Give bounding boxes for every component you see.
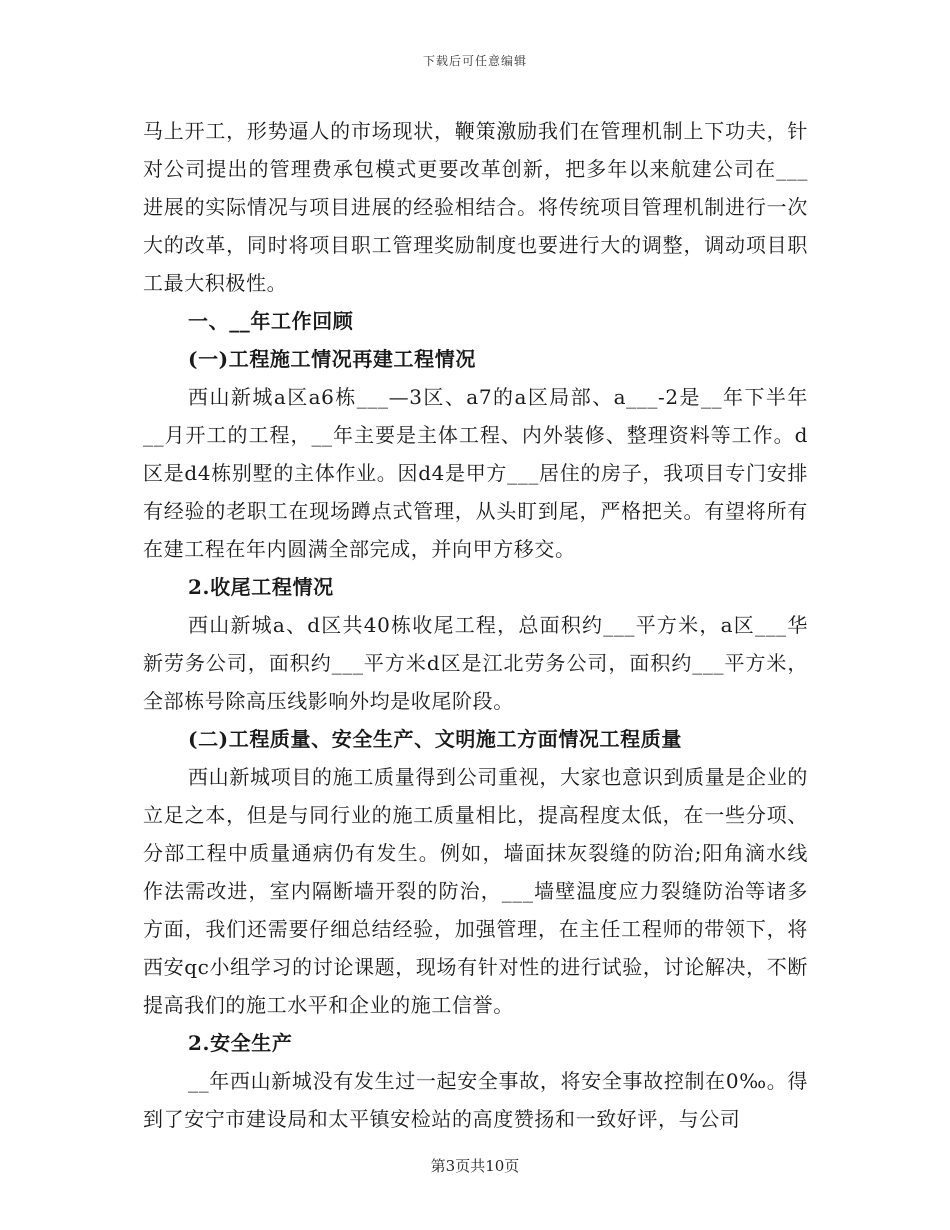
page-footer: 第3页共10页 (430, 1157, 520, 1175)
paragraph-construction: 西山新城a区a6栋___—3区、a7的a区局部、a___-2是__年下半年__月开工的工程，__年主要是主体工程、内外装修、整理资料等工作。d区是d4栋别墅的主体作业。因d4是甲方___居住的房子，我项目专门安排有经验的老职工在现场蹲点式管理，从头盯到尾，严格把关。有望将所有在建工程在年内圆满全部完成，并向甲方移交。 (143, 385, 808, 561)
paragraph-continuation: 马上开工，形势逼人的市场现状，鞭策激励我们在管理机制上下功夫，针对公司提出的管理费承包模式更要改革创新，把多年以来航建公司在___进展的实际情况与项目进展的经验相结合。将传统项目管理机制进行一次大的改革，同时将项目职工管理奖励制度也要进行大的调整，调动项目职工最大积极性。 (143, 119, 808, 295)
page-header: 下载后可任意编辑 (422, 54, 527, 68)
paragraph-closing: 西山新城a、d区共40栋收尾工程，总面积约___平方米，a区___华新劳务公司，面积约___平方米d区是江北劳务公司，面积约___平方米，全部栋号除高压线影响外均是收尾阶段。 (143, 613, 808, 713)
subsection-heading-quality: (二)工程质量、安全生产、文明施工方面情况工程质量 (188, 727, 682, 751)
section-heading-review: 一、__年工作回顾 (188, 309, 354, 333)
subsection-heading-closing: 2.收尾工程情况 (188, 575, 334, 599)
paragraph-safety: __年西山新城没有发生过一起安全事故，将安全事故控制在0‰。得到了安宁市建设局和太平镇安检站的高度赞扬和一致好评，与公司 (143, 1069, 808, 1131)
subsection-heading-safety: 2.安全生产 (188, 1031, 293, 1055)
paragraph-quality: 西山新城项目的施工质量得到公司重视，大家也意识到质量是企业的立足之本，但是与同行业的施工质量相比，提高程度太低，在一些分项、分部工程中质量通病仍有发生。例如，墙面抹灰裂缝的防治;阳角滴水线作法需改进，室内隔断墙开裂的防治，___墙壁温度应力裂缝防治等诸多方面，我们还需要仔细总结经验，加强管理，在主任工程师的带领下，将西安qc小组学习的讨论课题，现场有针对性的进行试验，讨论解决，不断提高我们的施工水平和企业的施工信誉。 (143, 765, 808, 1017)
document-body (143, 112, 808, 1138)
subsection-heading-construction: (一)工程施工情况再建工程情况 (188, 347, 476, 371)
